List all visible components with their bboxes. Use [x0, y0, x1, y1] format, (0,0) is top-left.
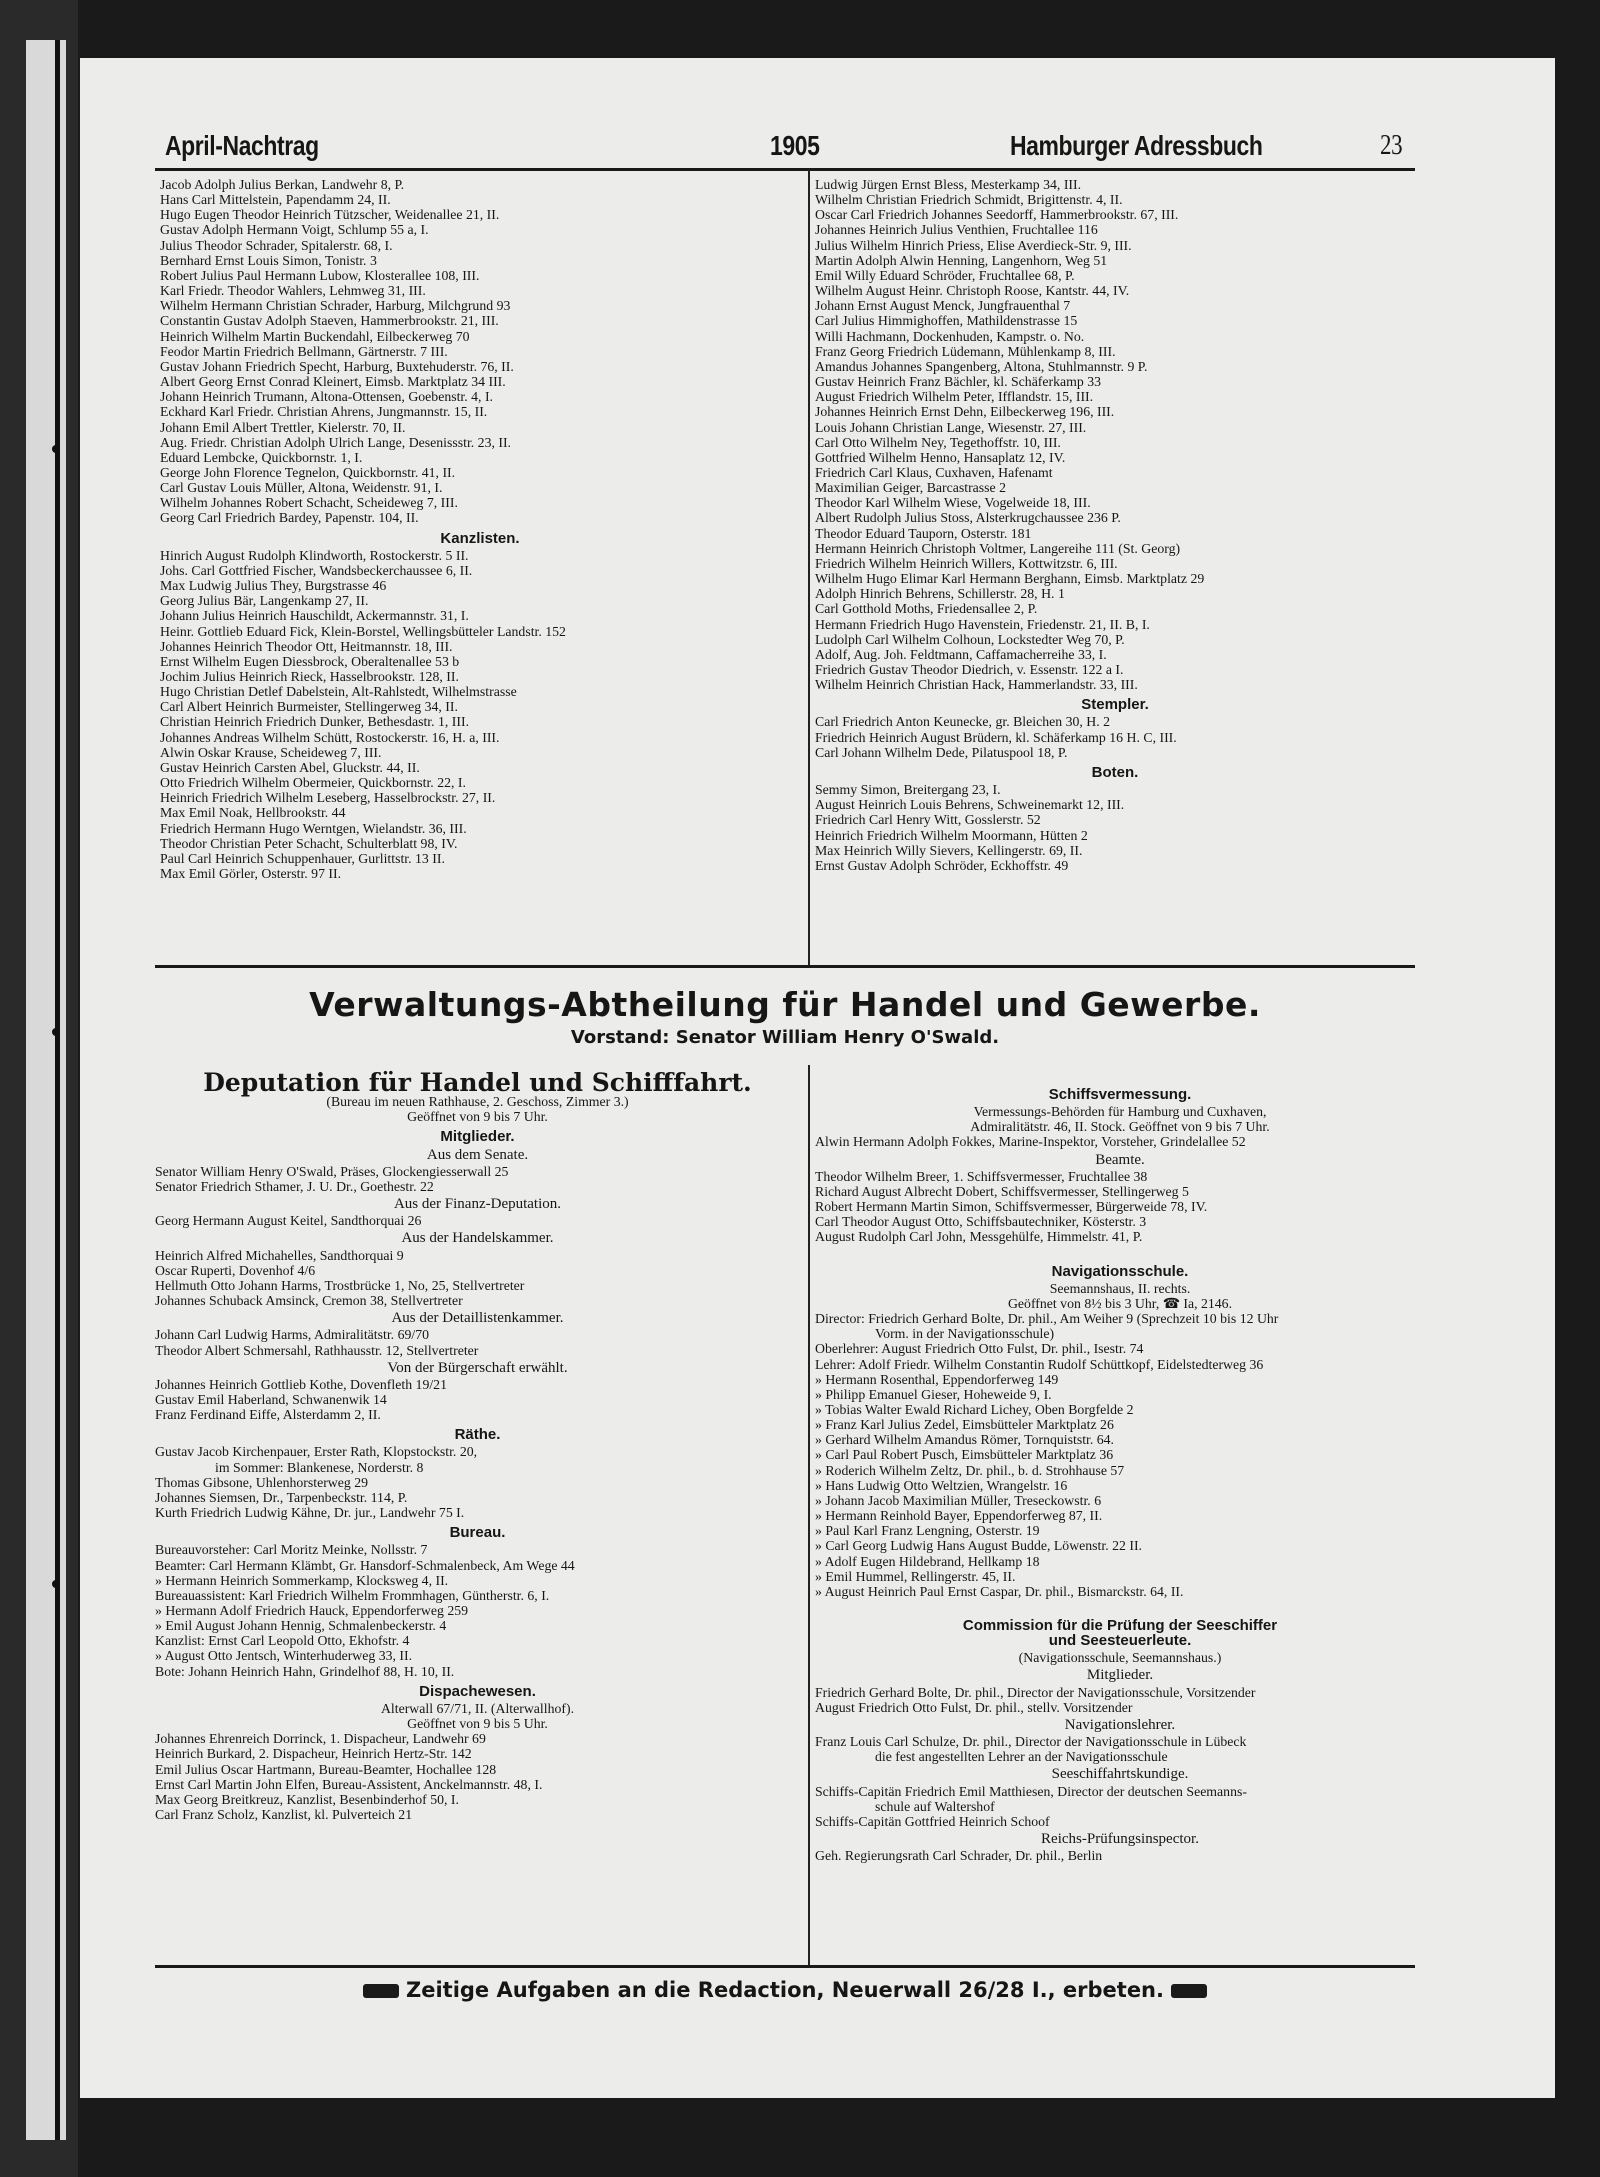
- directory-entry: » Philipp Emanuel Gieser, Hoheweide 9, I.: [815, 1386, 1052, 1402]
- directory-entry: Ernst Wilhelm Eugen Diessbrock, Oberaltenallee 53 b: [160, 653, 460, 669]
- directory-entry: » August Otto Jentsch, Winterhuderweg 33, II.: [155, 1648, 413, 1664]
- directory-entry: Carl Gustav Louis Müller, Altona, Weidenstr. 91, I.: [160, 480, 443, 496]
- directory-entry: Franz Louis Carl Schulze, Dr. phil., Director der Navigationsschule in Lübeck: [815, 1734, 1247, 1750]
- navigationslehrer-heading: Navigationslehrer.: [1064, 1716, 1176, 1733]
- directory-entry: Theodor Albert Schmersahl, Rathhausstr. 12, Stellvertreter: [155, 1342, 479, 1358]
- directory-entry: Ludolph Carl Wilhelm Colhoun, Lockstedter Weg 70, P.: [815, 631, 1125, 647]
- commission-info: (Navigationsschule, Seemannshaus.): [1018, 1650, 1222, 1666]
- directory-entry: Johannes Heinrich Julius Venthien, Fruchtallee 116: [815, 222, 1098, 238]
- directory-entry: » Johann Jacob Maximilian Müller, Treseckowstr. 6: [815, 1492, 1102, 1508]
- directory-entry: August Heinrich Louis Behrens, Schweinemarkt 12, III.: [815, 797, 1125, 813]
- directory-entry: schule auf Waltershof: [875, 1798, 995, 1814]
- bureau-list: [155, 1542, 800, 1678]
- senate-heading: Aus dem Senate.: [426, 1146, 529, 1163]
- directory-entry: Carl Johann Wilhelm Dede, Pilatuspool 18, P.: [815, 744, 1068, 760]
- directory-entry: Friedrich Carl Henry Witt, Gosslerstr. 52: [815, 812, 1041, 828]
- directory-entry: Johann Carl Ludwig Harms, Admiralitätstr. 69/70: [155, 1327, 429, 1343]
- page-number: 23: [1380, 130, 1403, 161]
- directory-entry: Johannes Heinrich Ernst Dehn, Eilbeckerweg 196, III.: [815, 404, 1115, 420]
- directory-entry: Friedrich Gerhard Bolte, Dr. phil., Director der Navigationsschule, Vorsitzender: [815, 1684, 1256, 1700]
- dispache-info: [155, 1701, 800, 1731]
- directory-entry: » Tobias Walter Ewald Richard Lichey, Oben Borgfelde 2: [815, 1401, 1134, 1417]
- directory-entry: » Hermann Reinhold Bayer, Eppendorferweg 87, II.: [815, 1508, 1103, 1524]
- directory-entry: Karl Friedr. Theodor Wahlers, Lehmweg 31, III.: [160, 283, 426, 299]
- finanz-list: [155, 1213, 800, 1228]
- directory-entry: Vorm. in der Navigationsschule): [875, 1326, 1055, 1342]
- directory-entry: » Emil August Johann Hennig, Schmalenbeckerstr. 4: [155, 1618, 447, 1634]
- navigationsschule-heading: Navigationsschule.: [1051, 1262, 1189, 1280]
- directory-entry: Semmy Simon, Breitergang 23, I.: [815, 782, 1001, 798]
- pointing-hand-icon: [1171, 1984, 1207, 1998]
- stempler-list: [815, 714, 1415, 759]
- right-column-bottom: [815, 1082, 1425, 1863]
- directory-entry: » Paul Karl Franz Lengning, Osterstr. 19: [815, 1523, 1040, 1539]
- left-column-top: [160, 177, 800, 881]
- handels-heading: Aus der Handelskammer.: [401, 1230, 554, 1247]
- section-rule: [155, 965, 1415, 968]
- directory-entry: Albert Georg Ernst Conrad Kleinert, Eimsb. Marktplatz 34 III.: [160, 374, 506, 390]
- directory-entry: Carl Gotthold Moths, Friedensallee 2, P.: [815, 601, 1038, 617]
- directory-entry: Carl Julius Himmighoffen, Mathildenstrasse 15: [815, 313, 1078, 329]
- directory-entry: Johannes Siemsen, Dr., Tarpenbeckstr. 114, P.: [155, 1489, 408, 1505]
- directory-entry: Feodor Martin Friedrich Bellmann, Gärtnerstr. 7 III.: [160, 343, 448, 359]
- directory-entry: Kanzlist: Ernst Carl Leopold Otto, Ekhofstr. 4: [155, 1633, 410, 1649]
- directory-entry: Richard August Albrecht Dobert, Schiffsvermesser, Stellingerweg 5: [815, 1183, 1189, 1199]
- kanzlisten-heading: Kanzlisten.: [440, 529, 520, 547]
- directory-entry: Paul Carl Heinrich Schuppenhauer, Gurlittstr. 13 II.: [160, 850, 445, 866]
- directory-entry: Schiffs-Capitän Friedrich Emil Matthiesen, Director der deutschen Seemanns-: [815, 1783, 1247, 1799]
- deputation-info: [155, 1094, 800, 1124]
- navigationsschule-info: [815, 1281, 1425, 1311]
- directory-entry: Max Heinrich Willy Sievers, Kellingerstr. 69, II.: [815, 842, 1083, 858]
- directory-entry: Lehrer: Adolf Friedr. Wilhelm Constantin Rudolf Schüttkopf, Eidelstedterweg 36: [815, 1356, 1264, 1372]
- deputation-column: [155, 1068, 800, 1823]
- directory-entry: » Franz Karl Julius Zedel, Eimsbütteler Marktplatz 26: [815, 1417, 1114, 1433]
- directory-entry: Emil Julius Oscar Hartmann, Bureau-Beamter, Hochallee 128: [155, 1761, 497, 1777]
- directory-entry: Robert Hermann Martin Simon, Schiffsvermesser, Bürgerweide 78, IV.: [815, 1199, 1208, 1215]
- directory-entry: Gustav Jacob Kirchenpauer, Erster Rath, Klopstockstr. 20,: [155, 1444, 478, 1460]
- vorstand-line: Vorstand: Senator William Henry O'Swald.: [570, 1027, 1000, 1048]
- header-year: 1905: [770, 130, 820, 161]
- directory-entry: Oscar Carl Friedrich Johannes Seedorff, Hammerbrookstr. 67, III.: [815, 207, 1179, 223]
- deputation-title: Deputation für Handel und Schifffahrt.: [203, 1068, 752, 1097]
- directory-entry: Ernst Gustav Adolph Schröder, Eckhoffstr. 49: [815, 857, 1069, 873]
- directory-entry: Johannes Heinrich Theodor Ott, Heitmannstr. 18, III.: [160, 638, 453, 654]
- detail-heading: Aus der Detaillistenkammer.: [391, 1310, 564, 1327]
- reichs-heading: Reichs-Prüfungsinspector.: [1041, 1831, 1199, 1848]
- directory-entry: Johann Heinrich Trumann, Altona-Ottensen, Goebenstr. 4, I.: [160, 389, 493, 405]
- directory-entry: Johannes Andreas Wilhelm Schütt, Rostockerstr. 16, H. a, III.: [160, 729, 500, 745]
- directory-entry: Max Emil Noak, Hellbrookstr. 44: [160, 805, 346, 821]
- detail-list: [155, 1327, 800, 1357]
- directory-entry: » Adolf Eugen Hildebrand, Hellkamp 18: [815, 1553, 1040, 1569]
- directory-entry: Geh. Regierungsrath Carl Schrader, Dr. phil., Berlin: [815, 1848, 1103, 1864]
- directory-entry: Heinrich Friedrich Wilhelm Leseberg, Hasselbrockstr. 27, II.: [160, 790, 496, 806]
- directory-entry: Adolf, Aug. Joh. Feldtmann, Caffamacherreihe 33, I.: [815, 646, 1107, 662]
- directory-entry: Johannes Schuback Amsinck, Cremon 38, Stellvertreter: [155, 1293, 463, 1309]
- directory-entry: Gottfried Wilhelm Henno, Hansaplatz 12, IV.: [815, 449, 1066, 465]
- directory-entry: Friedrich Wilhelm Heinrich Willers, Kottwitzstr. 6, III.: [815, 555, 1118, 571]
- directory-entry: Wilhelm Hermann Christian Schrader, Harburg, Milchgrund 93: [160, 298, 511, 314]
- directory-entry: Beamter: Carl Hermann Klämbt, Gr. Hansdorf-Schmalenbeck, Am Wege 44: [155, 1557, 575, 1573]
- directory-entry: Hugo Eugen Theodor Heinrich Tützscher, Weidenallee 21, II.: [160, 207, 500, 223]
- directory-entry: Hellmuth Otto Johann Harms, Trostbrücke 1, No, 25, Stellvertreter: [155, 1277, 525, 1293]
- boten-list: [815, 782, 1415, 873]
- directory-entry: Georg Carl Friedrich Bardey, Papenstr. 104, II.: [160, 510, 419, 526]
- directory-entry: Johannes Heinrich Gottlieb Kothe, Dovenfleth 19/21: [155, 1376, 447, 1392]
- info-line: Vermessungs-Behörden für Hamburg und Cuxhaven,: [973, 1104, 1267, 1120]
- scan-left-border: [0, 0, 78, 2177]
- directory-entry: Schiffs-Capitän Gottfried Heinrich Schoof: [815, 1813, 1050, 1829]
- directory-entry: Franz Ferdinand Eiffe, Alsterdamm 2, II.: [155, 1407, 381, 1423]
- directory-entry: Kurth Friedrich Ludwig Kähne, Dr. jur., Landwehr 75 I.: [155, 1505, 465, 1521]
- directory-entry: August Friedrich Wilhelm Peter, Ifflandstr. 15, III.: [815, 389, 1094, 405]
- directory-entry: Hermann Friedrich Hugo Havenstein, Friedenstr. 21, II. B, I.: [815, 616, 1150, 632]
- directory-entry: Jacob Adolph Julius Berkan, Landwehr 8, P.: [160, 177, 405, 192]
- scan-marker: [52, 1028, 60, 1036]
- directory-entry: Hugo Christian Detlef Dabelstein, Alt-Rahlstedt, Wilhelmstrasse: [160, 684, 517, 700]
- finanz-heading: Aus der Finanz-Deputation.: [393, 1196, 562, 1213]
- seeschiffahrt-heading: Seeschiffahrtskundige.: [1051, 1766, 1189, 1783]
- directory-entry: Christian Heinrich Friedrich Dunker, Bethesdastr. 1, III.: [160, 714, 470, 730]
- column-divider: [808, 1065, 810, 1965]
- senate-list: [155, 1164, 800, 1194]
- commission-mitglieder-heading: Mitglieder.: [1086, 1667, 1154, 1684]
- buerger-list: [155, 1377, 800, 1422]
- directory-entry: Wilhelm August Heinr. Christoph Roose, Kantstr. 44, IV.: [815, 283, 1130, 299]
- directory-entry: Heinrich Burkard, 2. Dispacheur, Heinrich Hertz-Str. 142: [155, 1746, 472, 1762]
- directory-entry: George John Florence Tegnelon, Quickbornstr. 41, II.: [160, 464, 456, 480]
- directory-entry: Friedrich Gustav Theodor Diedrich, v. Essenstr. 122 a I.: [815, 662, 1124, 677]
- directory-entry: August Friedrich Otto Fulst, Dr. phil., stellv. Vorsitzender: [815, 1699, 1133, 1715]
- directory-entry: Carl Franz Scholz, Kanzlist, kl. Pulverteich 21: [155, 1807, 413, 1823]
- scan-marker: [52, 1580, 60, 1588]
- directory-entry: Wilhelm Hugo Elimar Karl Hermann Berghann, Eimsb. Marktplatz 29: [815, 571, 1205, 587]
- directory-entry: die fest angestellten Lehrer an der Navigationsschule: [875, 1749, 1168, 1765]
- directory-entry: Hinrich August Rudolph Klindworth, Rostockerstr. 5 II.: [160, 547, 469, 563]
- seeschiffahrt-list: [815, 1784, 1425, 1829]
- directory-entry: Franz Georg Friedrich Lüdemann, Mühlenkamp 8, III.: [815, 343, 1116, 359]
- directory-entry: Heinr. Gottlieb Eduard Fick, Klein-Borstel, Wellingsbütteler Landstr. 152: [160, 623, 566, 639]
- scan-marker: [52, 445, 60, 453]
- directory-entry: » Hans Ludwig Otto Weltzien, Wrangelstr. 16: [815, 1477, 1068, 1493]
- directory-entry: Georg Julius Bär, Langenkamp 27, II.: [160, 593, 369, 609]
- directory-entry: Carl Otto Wilhelm Ney, Tegethoffstr. 10, III.: [815, 434, 1061, 450]
- directory-entry: Emil Willy Eduard Schröder, Fruchtallee 68, P.: [815, 267, 1075, 283]
- directory-entry: Adolph Hinrich Behrens, Schillerstr. 28, H. 1: [815, 586, 1065, 602]
- footer-rule: [155, 1965, 1415, 1968]
- directory-entry: » Hermann Heinrich Sommerkamp, Klocksweg 4, II.: [155, 1572, 449, 1588]
- directory-entry: Jochim Julius Heinrich Rieck, Hasselbrookstr. 128, II.: [160, 669, 459, 684]
- kanzlisten-list: [160, 548, 800, 881]
- commission-mitglieder-list: [815, 1685, 1425, 1715]
- commission-heading: [815, 1618, 1425, 1648]
- directory-entry: Oscar Ruperti, Dovenhof 4/6: [155, 1262, 316, 1278]
- directory-entry: Theodor Wilhelm Breer, 1. Schiffsvermesser, Fruchtallee 38: [815, 1168, 1148, 1184]
- directory-entry: Wilhelm Heinrich Christian Hack, Hammerlandstr. 33, III.: [815, 677, 1138, 693]
- directory-entry: Bureauvorsteher: Carl Moritz Meinke, Nollsstr. 7: [155, 1542, 428, 1558]
- directory-entry: Heinrich Alfred Michahelles, Sandthorquai 9: [155, 1247, 404, 1263]
- directory-entry: Gustav Adolph Hermann Voigt, Schlump 55 a, I.: [160, 222, 429, 238]
- reichs-list: [815, 1848, 1425, 1863]
- directory-entry: Gustav Johann Friedrich Specht, Harburg, Buxtehuderstr. 76, II.: [160, 358, 514, 374]
- bureau-heading: Bureau.: [449, 1524, 506, 1542]
- header-title: Hamburger Adressbuch: [1010, 130, 1263, 161]
- directory-entry: Carl Friedrich Anton Keunecke, gr. Bleichen 30, H. 2: [815, 714, 1111, 730]
- directory-entry: Ernst Carl Martin John Elfen, Bureau-Assistent, Anckelmannstr. 48, I.: [155, 1776, 543, 1792]
- info-line: Alwin Hermann Adolph Fokkes, Marine-Inspektor, Vorsteher, Grindelallee 52: [815, 1134, 1246, 1150]
- directory-entry: » Carl Paul Robert Pusch, Eimsbütteler Marktplatz 36: [815, 1447, 1114, 1463]
- right-column-top: [815, 177, 1415, 873]
- column-divider: [808, 170, 810, 965]
- directory-entry: Bernhard Ernst Louis Simon, Tonistr. 3: [160, 252, 377, 268]
- directory-entry: Bote: Johann Heinrich Hahn, Grindelhof 88, H. 10, II.: [155, 1663, 455, 1679]
- directory-entry: » Hermann Rosenthal, Eppendorferweg 149: [815, 1371, 1059, 1387]
- dispache-heading: Dispachewesen.: [419, 1682, 536, 1700]
- directory-entry: Amandus Johannes Spangenberg, Altona, Stuhlmannstr. 9 P.: [815, 358, 1148, 374]
- commission-title-line: Commission für die Prüfung der Seeschiffer: [962, 1617, 1278, 1634]
- directory-entry: Johannes Ehrenreich Dorrinck, 1. Dispacheur, Landwehr 69: [155, 1731, 486, 1747]
- footer-text: Zeitige Aufgaben an die Redaction, Neuerwall 26/28 I., erbeten.: [406, 1978, 1164, 2002]
- directory-entry: » Hermann Adolf Friedrich Hauck, Eppendorferweg 259: [155, 1603, 469, 1618]
- directory-entry: Bureauassistent: Karl Friedrich Wilhelm Frommhagen, Güntherstr. 6, I.: [155, 1587, 550, 1603]
- directory-entry: » August Heinrich Paul Ernst Caspar, Dr. phil., Bismarckstr. 64, II.: [815, 1583, 1184, 1599]
- main-title: Verwaltungs-Abtheilung für Handel und Gewerbe.: [309, 985, 1261, 1024]
- directory-entry: im Sommer: Blankenese, Norderstr. 8: [215, 1459, 424, 1475]
- header-rule: [155, 168, 1415, 171]
- beamte-list: [815, 1169, 1425, 1245]
- directory-entry: Johs. Carl Gottfried Fischer, Wandsbeckerchaussee 6, II.: [160, 562, 473, 578]
- directory-entry: Gustav Emil Haberland, Schwanenwik 14: [155, 1391, 387, 1407]
- directory-entry: » Emil Hummel, Rellingerstr. 45, II.: [815, 1568, 1016, 1584]
- directory-entry: Johann Ernst August Menck, Jungfrauenthal 7: [815, 298, 1071, 314]
- directory-entry: Alwin Oskar Krause, Scheideweg 7, III.: [160, 744, 382, 760]
- directory-entry: Otto Friedrich Wilhelm Obermeier, Quickbornstr. 22, I.: [160, 775, 466, 791]
- info-line: (Bureau im neuen Rathhause, 2. Geschoss, Zimmer 3.): [326, 1094, 629, 1110]
- directory-entry: Hans Carl Mittelstein, Papendamm 24, II.: [160, 192, 391, 208]
- buerger-heading: Von der Bürgerschaft erwählt.: [387, 1359, 568, 1376]
- directory-entry: Johann Julius Heinrich Hauschildt, Ackermannstr. 31, I.: [160, 608, 469, 624]
- directory-entry: Ludwig Jürgen Ernst Bless, Mesterkamp 34, III.: [815, 177, 1082, 192]
- directory-entry: » Roderich Wilhelm Zeltz, Dr. phil., b. d. Strohhause 57: [815, 1462, 1125, 1478]
- directory-entry: » Carl Georg Ludwig Hans August Budde, Löwenstr. 22 II.: [815, 1538, 1143, 1554]
- directory-entry: Friedrich Heinrich August Brüdern, kl. Schäferkamp 16 H. C, III.: [815, 729, 1177, 745]
- directory-entry: Martin Adolph Alwin Henning, Langenhorn, Weg 51: [815, 252, 1108, 268]
- info-line: Geöffnet von 8½ bis 3 Uhr, ☎ Ia, 2146.: [1007, 1295, 1233, 1311]
- directory-entry: Georg Hermann August Keitel, Sandthorquai 26: [155, 1213, 422, 1229]
- directory-entry: Willi Hachmann, Dockenhuden, Kampstr. o. No.: [815, 328, 1085, 344]
- directory-entry: Gustav Heinrich Carsten Abel, Gluckstr. 44, II.: [160, 759, 420, 775]
- info-line: Geöffnet von 9 bis 7 Uhr.: [407, 1109, 548, 1125]
- directory-entry: Senator William Henry O'Swald, Präses, Glockengiesserwall 25: [155, 1163, 509, 1179]
- directory-entry: Max Emil Görler, Osterstr. 97 II.: [160, 866, 342, 882]
- directory-entry: Wilhelm Johannes Robert Schacht, Scheideweg 7, III.: [160, 495, 458, 511]
- info-line: Alterwall 67/71, II. (Alterwallhof).: [380, 1700, 575, 1716]
- directory-entry: Thomas Gibsone, Uhlenhorsterweg 29: [155, 1474, 369, 1490]
- dispache-list: [155, 1731, 800, 1822]
- directory-entry: Oberlehrer: August Friedrich Otto Fulst, Dr. phil., Isestr. 74: [815, 1341, 1144, 1357]
- directory-entry: Friedrich Carl Klaus, Cuxhaven, Hafenamt: [815, 464, 1053, 480]
- commission-title-line: und Seesteuerleute.: [1048, 1632, 1192, 1650]
- schiffsvermessung-heading: Schiffsvermessung.: [1048, 1086, 1192, 1103]
- directory-entry: Julius Wilhelm Hinrich Priess, Elise Averdieck-Str. 9, III.: [815, 237, 1132, 253]
- directory-entry: Eduard Lembcke, Quickbornstr. 1, I.: [160, 449, 363, 465]
- navigationslehrer-list: [815, 1734, 1425, 1764]
- raethe-list: [155, 1444, 800, 1520]
- directory-entry: Theodor Karl Wilhelm Wiese, Vogelweide 18, III.: [815, 495, 1091, 511]
- binding-spine: [55, 40, 60, 2140]
- directory-entry: Heinrich Friedrich Wilhelm Moormann, Hütten 2: [815, 827, 1088, 843]
- directory-entry: Gustav Heinrich Franz Bächler, kl. Schäferkamp 33: [815, 374, 1102, 390]
- navigationsschule-staff: [815, 1311, 1425, 1599]
- directory-entry: Heinrich Wilhelm Martin Buckendahl, Eilbeckerweg 70: [160, 328, 470, 344]
- stempler-heading: Stempler.: [1081, 696, 1149, 714]
- directory-entry: Robert Julius Paul Hermann Lubow, Klosterallee 108, III.: [160, 267, 480, 283]
- left-top-list: [160, 177, 800, 526]
- info-line: Geöffnet von 9 bis 5 Uhr.: [407, 1716, 548, 1732]
- directory-entry: Max Ludwig Julius They, Burgstrasse 46: [160, 578, 387, 594]
- directory-entry: Maximilian Geiger, Barcastrasse 2: [815, 480, 1007, 496]
- directory-entry: Carl Albert Heinrich Burmeister, Stellingerweg 34, II.: [160, 699, 458, 715]
- directory-entry: Albert Rudolph Julius Stoss, Alsterkrugchaussee 236 P.: [815, 510, 1121, 526]
- info-line: Seemannshaus, II. rechts.: [1049, 1280, 1191, 1296]
- directory-entry: Theodor Christian Peter Schacht, Schulterblatt 98, IV.: [160, 835, 458, 851]
- directory-entry: » Gerhard Wilhelm Amandus Römer, Tornquiststr. 64.: [815, 1432, 1115, 1448]
- directory-entry: Hermann Heinrich Christoph Voltmer, Langereihe 111 (St. Georg): [815, 540, 1181, 556]
- right-top-list: [815, 177, 1415, 692]
- pointing-hand-icon: [363, 1984, 399, 1998]
- boten-heading: Boten.: [1091, 763, 1139, 781]
- beamte-heading: Beamte.: [1095, 1151, 1145, 1168]
- directory-entry: Friedrich Hermann Hugo Werntgen, Wielandstr. 36, III.: [160, 820, 467, 836]
- schiffsvermessung-info: [815, 1104, 1425, 1149]
- footer-notice: [155, 1978, 1415, 2002]
- mitglieder-heading: Mitglieder.: [440, 1128, 515, 1146]
- directory-entry: Aug. Friedr. Christian Adolph Ulrich Lange, Desenissstr. 23, II.: [160, 434, 512, 450]
- directory-entry: Louis Johann Christian Lange, Wiesenstr. 27, III.: [815, 419, 1087, 435]
- info-line: Admiralitätstr. 46, II. Stock. Geöffnet von 9 bis 7 Uhr.: [970, 1119, 1270, 1135]
- directory-entry: Constantin Gustav Adolph Staeven, Hammerbrookstr. 21, III.: [160, 313, 499, 329]
- directory-entry: Wilhelm Christian Friedrich Schmidt, Brigittenstr. 4, II.: [815, 192, 1123, 208]
- directory-entry: Theodor Eduard Tauporn, Osterstr. 181: [815, 525, 1032, 541]
- directory-entry: Eckhard Karl Friedr. Christian Ahrens, Jungmannstr. 15, II.: [160, 404, 488, 420]
- directory-entry: Carl Theodor August Otto, Schiffsbautechniker, Kösterstr. 3: [815, 1214, 1147, 1230]
- directory-entry: Max Georg Breitkreuz, Kanzlist, Besenbinderhof 50, I.: [155, 1791, 459, 1807]
- header-left: April-Nachtrag: [165, 130, 319, 161]
- raethe-heading: Räthe.: [454, 1426, 501, 1444]
- directory-entry: August Rudolph Carl John, Messgehülfe, Himmelstr. 41, P.: [815, 1229, 1143, 1245]
- directory-entry: Julius Theodor Schrader, Spitalerstr. 68, I.: [160, 237, 393, 253]
- directory-entry: Johann Emil Albert Trettler, Kielerstr. 70, II.: [160, 419, 406, 435]
- page-header: [155, 130, 1415, 170]
- directory-entry: Director: Friedrich Gerhard Bolte, Dr. phil., Am Weiher 9 (Sprechzeit 10 bis 12 Uhr: [815, 1311, 1279, 1327]
- directory-entry: Senator Friedrich Sthamer, J. U. Dr., Goethestr. 22: [155, 1178, 434, 1194]
- handels-list: [155, 1248, 800, 1309]
